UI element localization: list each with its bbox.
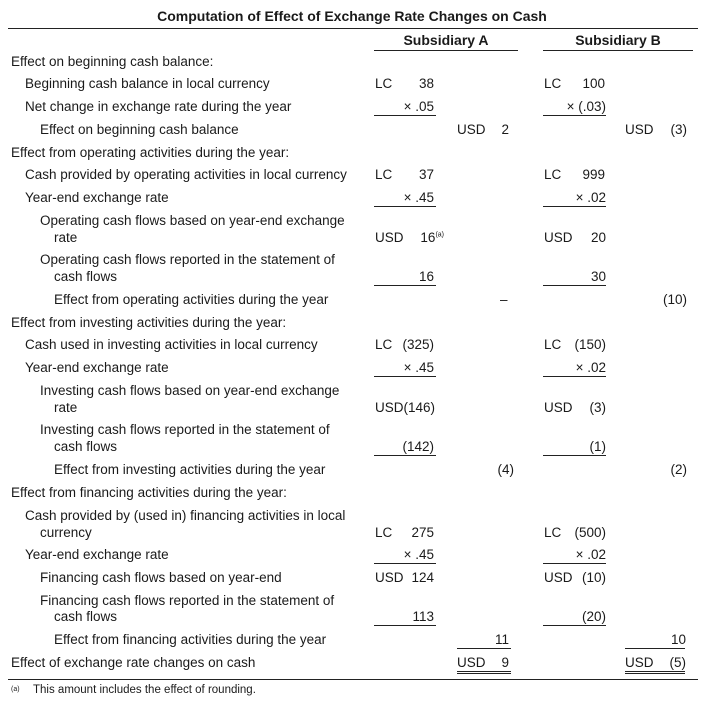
- row-label: Effect from financing activities during the year: [54, 632, 327, 647]
- currency-label: LC: [544, 76, 562, 91]
- cell-value: × .45: [403, 360, 434, 375]
- cell-value: × (.03): [566, 99, 606, 114]
- footnote-rule: [8, 679, 698, 680]
- column-header-rule-b: [543, 50, 693, 51]
- row-label: cash flows: [54, 609, 118, 624]
- currency-label: LC: [544, 525, 562, 540]
- currency-label: LC: [544, 167, 562, 182]
- row-label: Operating cash flows based on year-end exchange: [40, 213, 345, 228]
- currency-label: USD: [375, 570, 404, 585]
- subtotal-rule: [543, 563, 606, 564]
- currency-label: USD: [457, 122, 486, 137]
- currency-label: LC: [375, 76, 393, 91]
- title-rule: [8, 28, 698, 29]
- currency-label: USD: [375, 230, 404, 245]
- section-heading-beginning: Effect on beginning cash balance:: [11, 54, 214, 69]
- subtotal-rule: [374, 206, 436, 207]
- currency-label: USD: [544, 400, 573, 415]
- row-label: Effect on beginning cash balance: [40, 122, 239, 137]
- subtotal-rule: [625, 648, 685, 649]
- cell-value: (500): [574, 525, 606, 540]
- cell-value: 999: [582, 167, 605, 182]
- cell-value: (142): [402, 439, 434, 454]
- subtotal-rule: [543, 115, 606, 116]
- section-heading-financing: Effect from financing activities during the year:: [11, 485, 287, 500]
- row-label: cash flows: [54, 439, 118, 454]
- section-heading-operating: Effect from operating activities during the year:: [11, 145, 290, 160]
- footnote-mark: (a): [11, 686, 20, 693]
- subtotal-rule: [374, 563, 436, 564]
- total-label: Effect of exchange rate changes on cash: [11, 655, 256, 670]
- subtotal-rule: [543, 285, 606, 286]
- section-heading-investing: Effect from investing activities during the year:: [11, 315, 287, 330]
- column-header-subsidiary-b: Subsidiary B: [575, 32, 661, 48]
- total-value-b: (5): [669, 655, 686, 670]
- subtotal-rule: [374, 376, 436, 377]
- row-label: rate: [54, 400, 78, 415]
- cell-value: (3): [670, 122, 687, 137]
- row-label: Year-end exchange rate: [25, 360, 169, 375]
- subtotal-rule: [374, 455, 436, 456]
- currency-label: USD: [625, 122, 654, 137]
- row-label: currency: [40, 525, 92, 540]
- currency-label: USD: [625, 655, 654, 670]
- cell-value: (3): [589, 400, 606, 415]
- column-header-rule-a: [374, 50, 518, 51]
- cell-value: 16: [420, 230, 436, 245]
- currency-label: LC: [375, 167, 393, 182]
- row-label: Net change in exchange rate during the year: [25, 99, 292, 114]
- cell-value: 113: [412, 609, 434, 624]
- row-label: Cash used in investing activities in local currency: [25, 337, 318, 352]
- cell-value: 37: [418, 167, 434, 182]
- currency-label: LC: [375, 525, 393, 540]
- cell-value: (4): [497, 462, 514, 477]
- table-title: Computation of Effect of Exchange Rate Changes on Cash: [157, 8, 547, 24]
- row-label: Year-end exchange rate: [25, 190, 169, 205]
- cell-value: USD(146): [375, 400, 436, 415]
- row-label: Beginning cash balance in local currency: [25, 76, 270, 91]
- cell-value: × .45: [403, 190, 434, 205]
- subtotal-rule: [374, 625, 436, 626]
- cell-value: × .05: [403, 99, 434, 114]
- cell-value: (10): [662, 292, 687, 307]
- cell-value: 124: [411, 570, 434, 585]
- currency-label: USD: [544, 230, 573, 245]
- cell-value: 30: [590, 269, 606, 284]
- row-label: rate: [54, 230, 78, 245]
- cell-value: (325): [402, 337, 434, 352]
- cell-value: 11: [494, 632, 509, 647]
- currency-label: LC: [375, 337, 393, 352]
- subtotal-rule: [543, 625, 606, 626]
- cell-value: (10): [581, 570, 606, 585]
- double-underline: [457, 671, 511, 674]
- cell-value: 2: [501, 122, 509, 137]
- cell-value: (20): [581, 609, 606, 624]
- cell-value: × .45: [403, 547, 434, 562]
- row-label: Year-end exchange rate: [25, 547, 169, 562]
- double-underline: [625, 671, 685, 674]
- subtotal-rule: [457, 648, 511, 649]
- subtotal-rule: [543, 206, 606, 207]
- column-header-subsidiary-a: Subsidiary A: [403, 32, 489, 48]
- footnote-reference: (a): [435, 231, 444, 239]
- subtotal-rule: [543, 376, 606, 377]
- cell-value: –: [500, 292, 508, 307]
- currency-label: LC: [544, 337, 562, 352]
- row-label: Financing cash flows reported in the statement of: [40, 593, 335, 608]
- subtotal-rule: [374, 115, 436, 116]
- subtotal-rule: [543, 455, 606, 456]
- total-value-a: 9: [501, 655, 509, 670]
- row-label: cash flows: [54, 269, 118, 284]
- cell-value: 100: [582, 76, 605, 91]
- currency-label: USD: [544, 570, 573, 585]
- cell-value: (150): [574, 337, 606, 352]
- cell-value: 10: [670, 632, 686, 647]
- row-label: Investing cash flows reported in the statement of: [40, 422, 330, 437]
- subtotal-rule: [374, 285, 436, 286]
- cell-value: 20: [590, 230, 606, 245]
- cell-value: 38: [418, 76, 434, 91]
- row-label: Operating cash flows reported in the statement of: [40, 252, 335, 267]
- cell-value: [420, 231, 444, 245]
- currency-label: USD: [457, 655, 486, 670]
- cell-value: × .02: [575, 190, 606, 205]
- cell-value: × .02: [575, 360, 606, 375]
- cell-value: 16: [418, 269, 434, 284]
- row-label: Investing cash flows based on year-end exchange: [40, 383, 340, 398]
- cell-value: (2): [670, 462, 687, 477]
- row-label: Financing cash flows based on year-end: [40, 570, 282, 585]
- cell-value: (1): [589, 439, 606, 454]
- footnote-text: This amount includes the effect of rounding.: [33, 684, 256, 696]
- row-label: Cash provided by operating activities in local currency: [25, 167, 347, 182]
- row-label: Effect from operating activities during the year: [54, 292, 329, 307]
- cell-value: 275: [411, 525, 434, 540]
- row-label: Effect from investing activities during the year: [54, 462, 326, 477]
- cell-value: × .02: [575, 547, 606, 562]
- row-label: Cash provided by (used in) financing activities in local: [25, 508, 346, 523]
